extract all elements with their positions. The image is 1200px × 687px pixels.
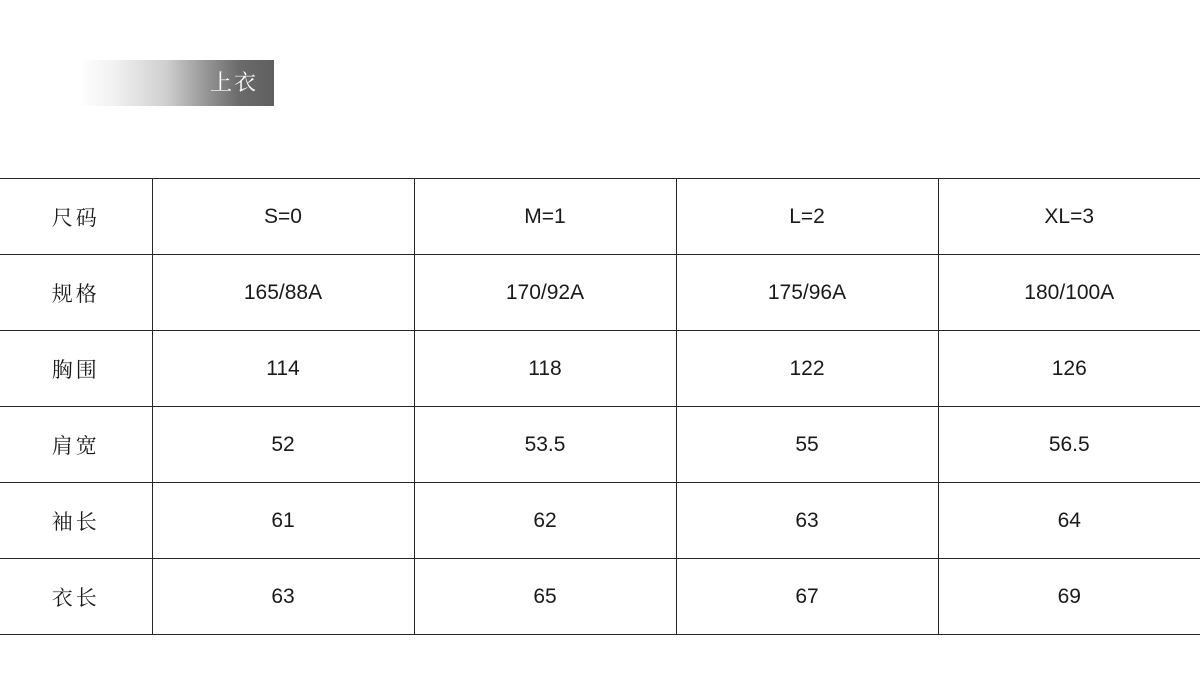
row-label-sleeve: 袖长: [0, 483, 152, 559]
cell-spec-m: 170/92A: [414, 255, 676, 331]
section-banner: [78, 60, 274, 106]
cell-sleeve-l: 63: [676, 483, 938, 559]
table-row: [0, 407, 1200, 483]
cell-chest-l: 122: [676, 331, 938, 407]
row-label-spec: 规格: [0, 255, 152, 331]
row-label-length: 衣长: [0, 559, 152, 635]
cell-length-xl: 69: [938, 559, 1200, 635]
table-row: [0, 255, 1200, 331]
table-row: [0, 483, 1200, 559]
cell-chest-m: 118: [414, 331, 676, 407]
cell-spec-xl: 180/100A: [938, 255, 1200, 331]
section-title: 上衣: [209, 70, 258, 95]
cell-length-m: 65: [414, 559, 676, 635]
size-measurement-table: [0, 178, 1200, 635]
cell-shoulder-m: 53.5: [414, 407, 676, 483]
cell-chest-s: 114: [152, 331, 414, 407]
cell-length-l: 67: [676, 559, 938, 635]
cell-chest-xl: 126: [938, 331, 1200, 407]
table-row: [0, 559, 1200, 635]
cell-size-s: S=0: [152, 179, 414, 255]
cell-length-s: 63: [152, 559, 414, 635]
cell-spec-l: 175/96A: [676, 255, 938, 331]
row-label-chest: 胸围: [0, 331, 152, 407]
cell-spec-s: 165/88A: [152, 255, 414, 331]
cell-size-xl: XL=3: [938, 179, 1200, 255]
row-label-size: 尺码: [0, 179, 152, 255]
cell-size-l: L=2: [676, 179, 938, 255]
table-row: [0, 331, 1200, 407]
cell-sleeve-s: 61: [152, 483, 414, 559]
cell-sleeve-xl: 64: [938, 483, 1200, 559]
cell-size-m: M=1: [414, 179, 676, 255]
cell-shoulder-xl: 56.5: [938, 407, 1200, 483]
cell-sleeve-m: 62: [414, 483, 676, 559]
cell-shoulder-l: 55: [676, 407, 938, 483]
table-row: [0, 179, 1200, 255]
cell-shoulder-s: 52: [152, 407, 414, 483]
row-label-shoulder: 肩宽: [0, 407, 152, 483]
